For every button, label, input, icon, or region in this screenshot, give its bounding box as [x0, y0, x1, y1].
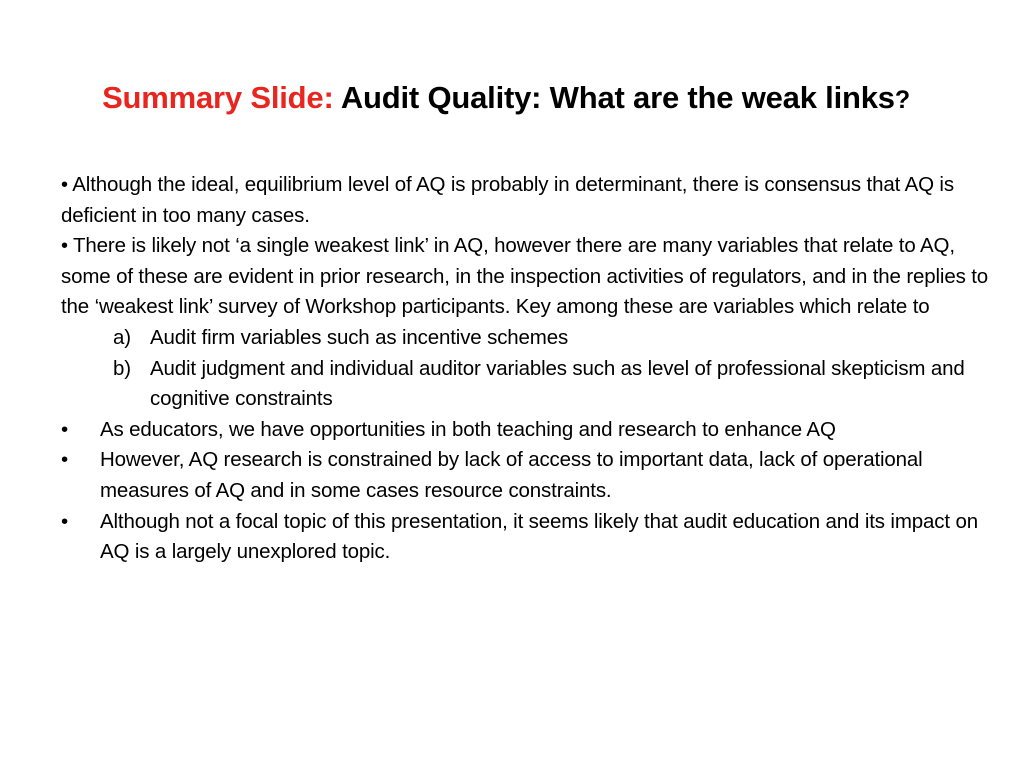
sub-list-item — [61, 354, 991, 415]
bullet-text: However, AQ research is constrained by lack of access to important data, lack of operational measures of AQ and in some cases resource constraints. — [100, 448, 923, 502]
bullet-marker: • — [61, 509, 69, 533]
bullet-list-item — [61, 507, 991, 568]
paragraph-text: Although the ideal, equilibrium level of AQ is probably in determinant, there is consensus that AQ is deficient in too many cases. — [61, 173, 954, 227]
title-prefix: Summary Slide: — [102, 80, 334, 115]
bullet-marker: • — [61, 174, 68, 196]
bullet-marker: • — [61, 448, 69, 472]
sub-item-marker: b) — [113, 356, 131, 380]
bullet-text: As educators, we have opportunities in both teaching and research to enhance AQ — [100, 417, 836, 441]
sub-item-text: Audit firm variables such as incentive schemes — [150, 325, 569, 349]
paragraph-text: There is likely not ‘a single weakest link’ in AQ, however there are many variables that relate to AQ, some of these are evident in prior research, in the inspection activities of regulators, and in the replies to the ‘weakest link’ survey of Workshop participants. Key among these are variables which relate to — [61, 234, 989, 319]
slide-body — [61, 170, 991, 568]
sub-item-text: Audit judgment and individual auditor variables such as level of professional skepticism and cognitive constraints — [150, 356, 965, 411]
title-question-mark: ? — [894, 86, 910, 114]
sub-item-marker: a) — [113, 325, 131, 349]
paragraph — [61, 170, 991, 231]
paragraph — [61, 231, 991, 323]
bullet-list-item — [61, 415, 991, 446]
bullet-marker: • — [61, 417, 69, 441]
bullet-marker: • — [61, 235, 68, 258]
bullet-list-item — [61, 445, 991, 506]
slide-title — [0, 78, 1012, 120]
bullet-text: Although not a focal topic of this presentation, it seems likely that audit education and its impact on AQ is a largely unexplored topic. — [100, 509, 978, 564]
title-main: Audit Quality: What are the weak links — [340, 80, 895, 115]
sub-list-item — [61, 323, 991, 354]
